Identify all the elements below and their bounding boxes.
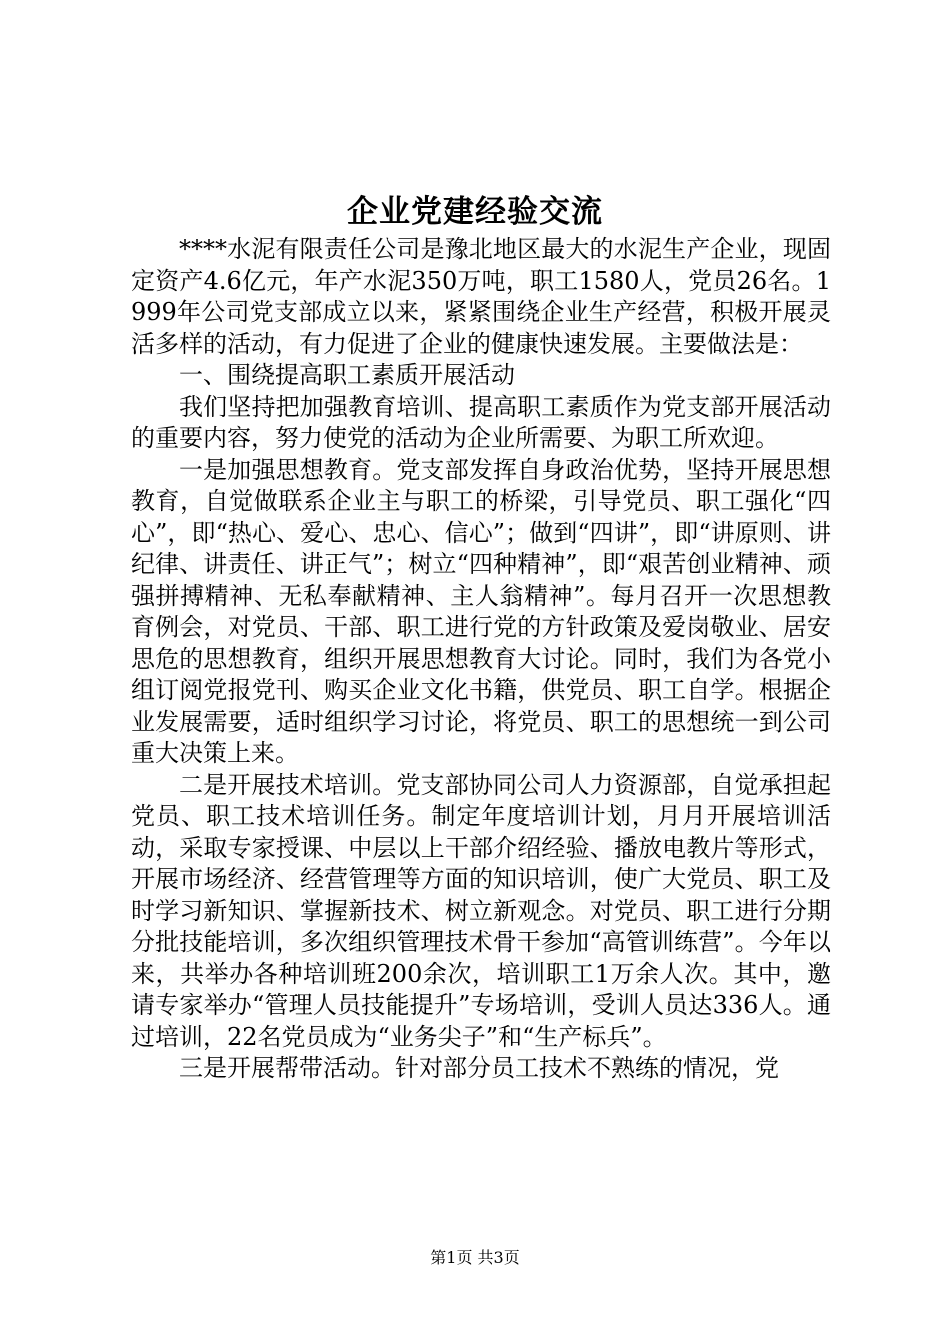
page-number-footer: 第1页 共3页 [430, 1248, 520, 1267]
paragraph-ideological-education: 一是加强思想教育。党支部发挥自身政治优势，坚持开展思想教育，自觉做联系企业主与职工的桥梁，引导党员、职工强化“四心”，即“热心、爱心、忠心、信心”；做到“四讲”，即“讲原则、讲纪律、讲责任、讲正气”；树立“四种精神”，即“艰苦创业精神、顽强拼搏精神、无私奉献精神、主人翁精神”。每月召开一次思想教育例会，对党员、干部、职工进行党的方针政策及爱岗敬业、居安思危的思想教育，组织开展思想教育大讨论。同时，我们为各党小组订阅党报党刊、购买企业文化书籍，供党员、职工自学。根据企业发展需要，适时组织学习讨论，将党员、职工的思想统一到公司重大决策上来。 [131, 455, 831, 767]
paragraph-intro: ****水泥有限责任公司是豫北地区最大的水泥生产企业，现固定资产4.6亿元，年产水泥350万吨，职工1580人，党员26名。1999年公司党支部成立以来，紧紧围绕企业生产经营，积极开展灵活多样的活动，有力促进了企业的健康快速发展。主要做法是： [131, 235, 831, 358]
document-title: 企业党建经验交流 [347, 194, 603, 230]
paragraph-mentoring: 三是开展帮带活动。针对部分员工技术不熟练的情况，党 [179, 1054, 779, 1082]
document-body [131, 234, 831, 1085]
paragraph-technical-training: 二是开展技术培训。党支部协同公司人力资源部，自觉承担起党员、职工技术培训任务。制定年度培训计划，月月开展培训活动，采取专家授课、中层以上干部介绍经验、播放电教片等形式，开展市场经济、经营管理等方面的知识培训，使广大党员、职工及时学习新知识、掌握新技术、树立新观念。对党员、职工进行分期分批技能培训，多次组织管理技术骨干参加“高管训练营”。今年以来，共举办各种培训班200余次，培训职工1万余人次。其中，邀请专家举办“管理人员技能提升”专场培训，受训人员达336人。通过培训，22名党员成为“业务尖子”和“生产标兵”。 [131, 770, 831, 1051]
paragraph-overview: 我们坚持把加强教育培训、提高职工素质作为党支部开展活动的重要内容，努力使党的活动为企业所需要、为职工所欢迎。 [131, 392, 831, 452]
section-heading: 一、围绕提高职工素质开展活动 [179, 361, 515, 389]
